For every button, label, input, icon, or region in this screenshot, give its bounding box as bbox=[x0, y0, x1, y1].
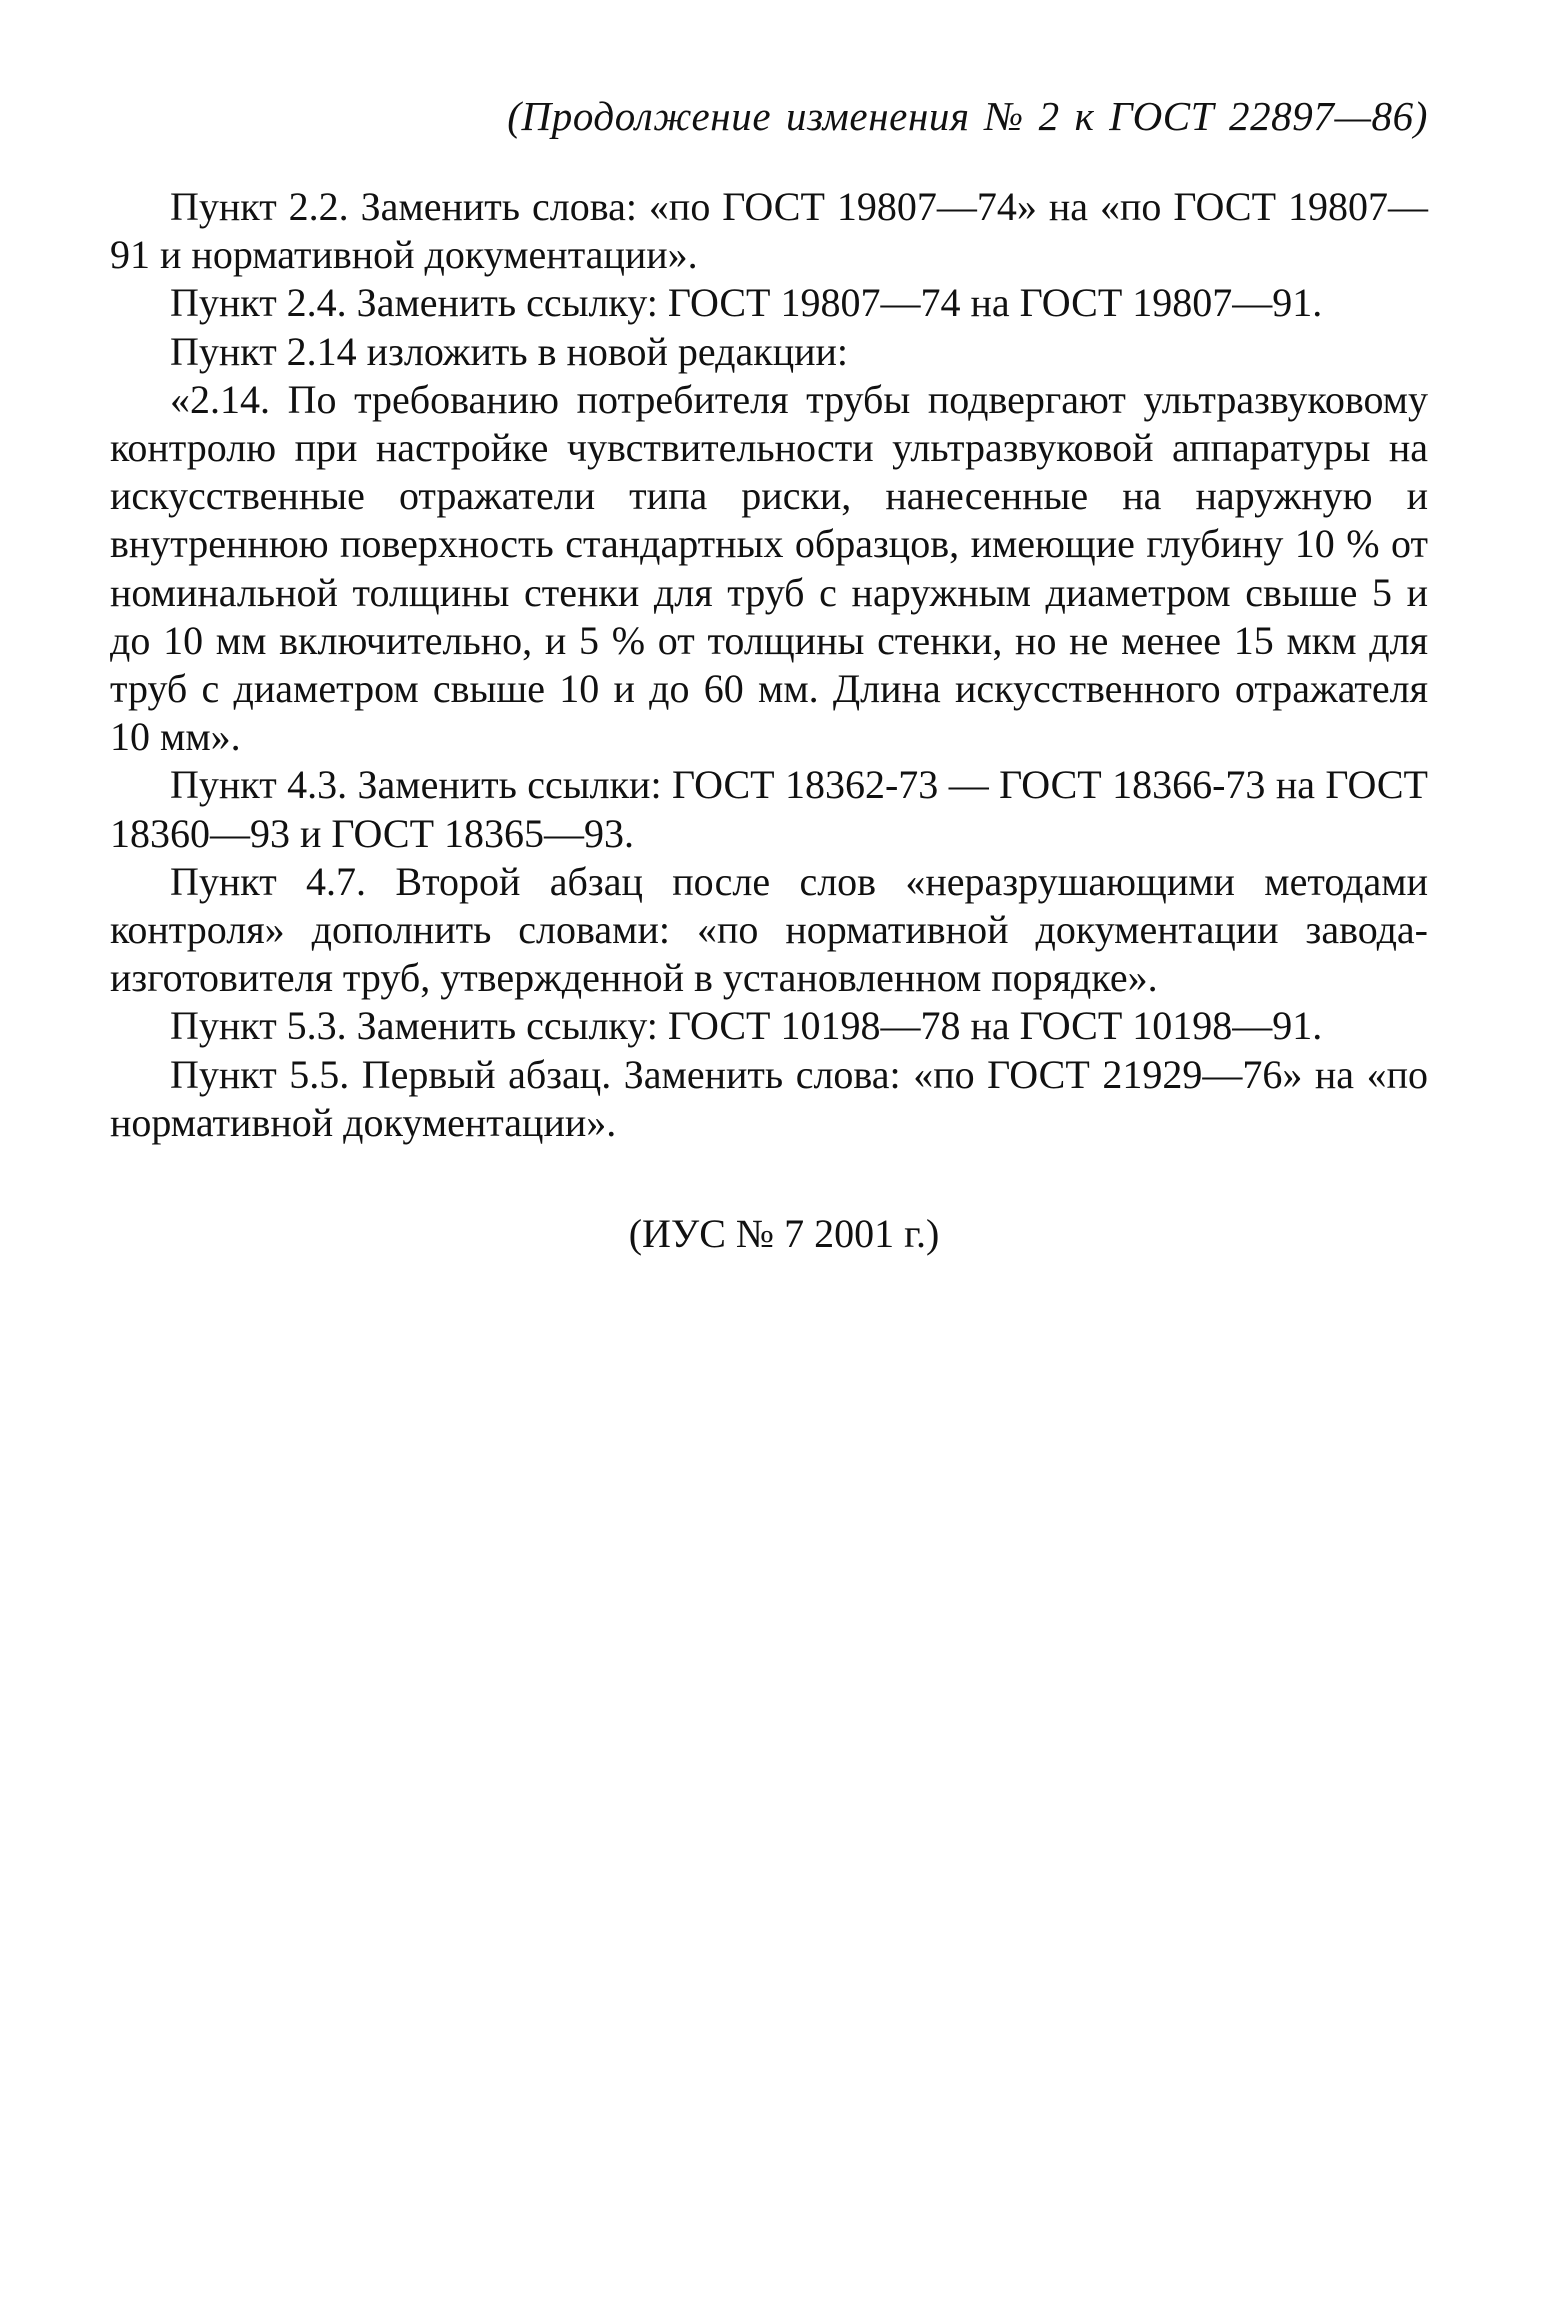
source-reference: (ИУС № 7 2001 г.) bbox=[628, 1211, 940, 1256]
paragraph-item-2-4: Пункт 2.4. Заменить ссылку: ГОСТ 19807—74 на ГОСТ 19807—91. bbox=[170, 280, 1323, 326]
document-body bbox=[110, 183, 1428, 1147]
paragraph-item-4-7: Пункт 4.7. Второй абзац после слов «неразрушающими методами контроля» дополнить словами: «по нормативной документации завода-изготовителя труб, утвержденной в установленном порядке». bbox=[110, 858, 1428, 1001]
continuation-header: (Продолжение изменения № 2 к ГОСТ 22897—86) bbox=[507, 93, 1428, 139]
paragraph-item-4-3: Пункт 4.3. Заменить ссылки: ГОСТ 18362-73 — ГОСТ 18366-73 на ГОСТ 18360—93 и ГОСТ 18365—93. bbox=[110, 762, 1428, 856]
paragraph-item-5-5: Пункт 5.5. Первый абзац. Заменить слова: «по ГОСТ 21929—76» на «по нормативной документации». bbox=[110, 1051, 1428, 1145]
paragraph-item-2-14-text: «2.14. По требованию потребителя трубы подвергают ультразвуковому контролю при настройке чувствительности ультразвуковой аппаратуры на искусственные отражатели типа риски, нанесенные на наружную и внутреннюю поверхность стандартных образцов, имеющие глубину 10 % от номинальной толщины стенки для труб с наружным диаметром свыше 5 и до 10 мм включительно, и 5 % от толщины стенки, но не менее 15 мкм для труб с диаметром свыше 10 и до 60 мм. Длина искусственного отражателя 10 мм». bbox=[110, 376, 1428, 760]
paragraph-item-5-3: Пункт 5.3. Заменить ссылку: ГОСТ 10198—78 на ГОСТ 10198—91. bbox=[170, 1003, 1323, 1049]
paragraph-item-2-2: Пункт 2.2. Заменить слова: «по ГОСТ 19807—74» на «по ГОСТ 19807—91 и нормативной документации». bbox=[110, 184, 1428, 278]
paragraph-item-2-14-intro: Пункт 2.14 изложить в новой редакции: bbox=[170, 328, 849, 374]
